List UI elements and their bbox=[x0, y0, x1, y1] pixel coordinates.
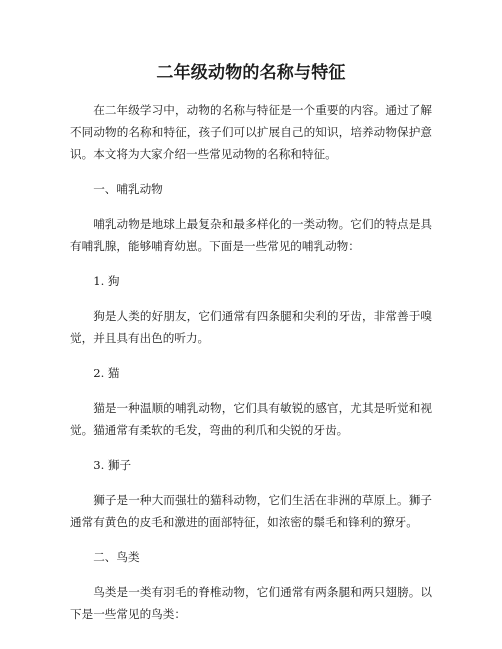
document-title: 二年级动物的名称与特征 bbox=[156, 63, 346, 83]
dog-description: 狗是人类的好朋友，它们通常有四条腿和尖利的牙齿，非常善于嗅觉，并且具有出色的听力。 bbox=[70, 309, 432, 345]
item-heading-dog: 1. 狗 bbox=[93, 274, 120, 288]
item-heading-lion: 3. 狮子 bbox=[93, 458, 132, 472]
intro-paragraph: 在二年级学习中，动物的名称与特征是一个重要的内容。通过了解不同动物的名称和特征，孩子们可以扩展自己的知识，培养动物保护意识。本文将为大家介绍一些常见动物的名称和特征。 bbox=[70, 103, 432, 161]
cat-description: 猫是一种温顺的哺乳动物，它们具有敏锐的感官，尤其是听觉和视觉。猫通常有柔软的毛发，弯曲的利爪和尖锐的牙齿。 bbox=[70, 401, 432, 437]
birds-description: 鸟类是一类有羽毛的脊椎动物，它们通常有两条腿和两只翅膀。以下是一些常见的鸟类： bbox=[70, 585, 432, 621]
item-heading-cat: 2. 猫 bbox=[93, 366, 120, 380]
mammals-description: 哺乳动物是地球上最复杂和最多样化的一类动物。它们的特点是具有哺乳腺，能够哺育幼崽。下面是一些常见的哺乳动物： bbox=[70, 217, 432, 253]
section-heading-mammals: 一、哺乳动物 bbox=[93, 182, 163, 196]
lion-description: 狮子是一种大而强壮的猫科动物，它们生活在非洲的草原上。狮子通常有黄色的皮毛和激进的面部特征，如浓密的鬃毛和锋利的獠牙。 bbox=[70, 493, 432, 529]
section-heading-birds: 二、鸟类 bbox=[93, 550, 140, 564]
